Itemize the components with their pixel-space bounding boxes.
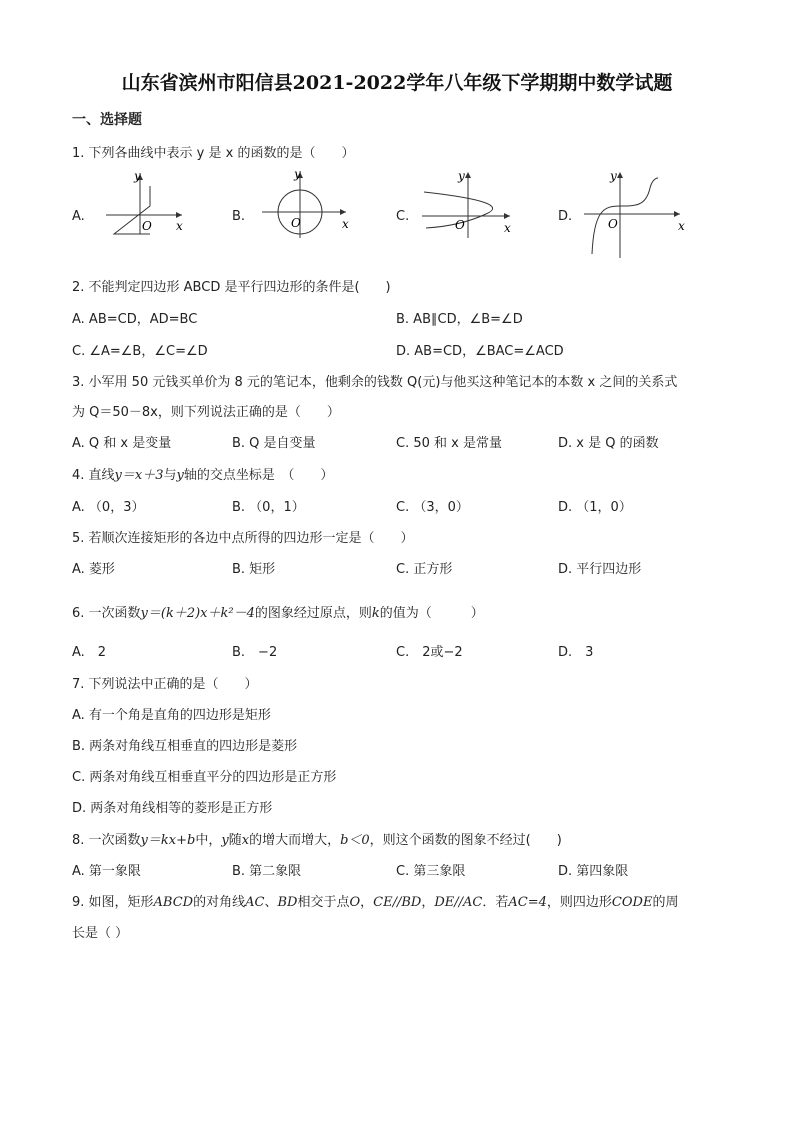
q8-option-d: D. 第四象限 (558, 864, 629, 879)
graph-c-y-label: y (458, 169, 465, 183)
q9-stem-line2: 长是（ ） (72, 926, 129, 941)
q3-option-c: C. 50 和 x 是常量 (396, 436, 502, 451)
q2-option-b: B. AB∥CD，∠B=∠D (396, 312, 523, 327)
q6-option-c: C. 2或−2 (396, 645, 463, 660)
q4-var: y (176, 468, 184, 483)
q5-option-d: D. 平行四边形 (558, 562, 642, 577)
q8-equation: y＝kx+b (140, 833, 196, 848)
q8-option-b: B. 第二象限 (232, 864, 302, 879)
q9-stem-d: ．若 (482, 895, 509, 910)
q4-equation: y＝x＋3 (114, 468, 164, 483)
section-heading: 一、选择题 (72, 112, 142, 128)
q9-comma2: ， (421, 895, 435, 910)
graph-d-x-label: x (678, 219, 685, 233)
graph-a-x-label: x (176, 219, 183, 233)
q8-condition: b＜0 (340, 833, 370, 848)
q6-option-b: B. −2 (232, 645, 278, 660)
q7-option-d: D. 两条对角线相等的菱形是正方形 (72, 801, 273, 816)
q3-option-b: B. Q 是自变量 (232, 436, 316, 451)
q8-option-a: A. 第一象限 (72, 864, 141, 879)
q2-option-d: D. AB=CD，∠BAC=∠ACD (396, 344, 564, 359)
q8-stem-a: 8. 一次函数 (72, 833, 141, 848)
q8-stem-e: ，则这个函数的图象不经过( ) (369, 833, 562, 848)
graph-d-y-arrow (617, 172, 623, 178)
graph-b-x-label: x (342, 217, 349, 231)
q9-stem-line1 (72, 891, 678, 910)
q2-option-c: C. ∠A=∠B，∠C=∠D (72, 344, 208, 359)
q5-option-a: A. 菱形 (72, 562, 115, 577)
q6-stem (72, 602, 484, 621)
q3-option-d: D. x 是 Q 的函数 (558, 436, 659, 451)
q7-option-c: C. 两条对角线互相垂直平分的四边形是正方形 (72, 770, 337, 785)
q5-stem: 5. 若顺次连接矩形的各边中点所得的四边形一定是（ ） (72, 531, 414, 546)
q4-stem-a: 4. 直线 (72, 468, 115, 483)
q4-option-c: C. （3，0） (396, 500, 469, 515)
q7-option-b: B. 两条对角线互相垂直的四边形是菱形 (72, 739, 298, 754)
q9-stem-f: 的周 (652, 895, 679, 910)
q9-bd: BD (277, 895, 298, 910)
q2-option-a: A. AB=CD，AD=BC (72, 312, 198, 327)
q9-stem-b: 的对角线 (193, 895, 246, 910)
graph-a (100, 168, 190, 238)
graph-c-x-label: x (504, 221, 511, 235)
q4-option-d: D. （1，0） (558, 500, 632, 515)
q6-stem-a: 6. 一次函数 (72, 606, 141, 621)
graph-c-origin: O (455, 218, 465, 232)
graph-b (258, 166, 354, 240)
graph-d-y-label: y (610, 169, 617, 183)
graph-d-x-arrow (674, 211, 680, 217)
q1-stem: 1. 下列各曲线中表示 y 是 x 的函数的是（ ） (72, 146, 355, 161)
graph-b-origin: O (291, 216, 301, 230)
q3-stem-line2: 为 Q＝50－8x，则下列说法正确的是（ ） (72, 405, 340, 420)
graph-a-y-label: y (134, 169, 141, 183)
graph-b-x-arrow (340, 209, 346, 215)
q4-stem-b: 与 (163, 468, 177, 483)
q5-option-c: C. 正方形 (396, 562, 453, 577)
q9-stem-a: 9. 如图，矩形 (72, 895, 154, 910)
q9-ac4: AC=4 (508, 895, 547, 910)
q8-stem (72, 829, 562, 848)
q8-option-c: C. 第三象限 (396, 864, 466, 879)
q3-stem-line1: 3. 小军用 50 元钱买单价为 8 元的笔记本，他剩余的钱数 Q(元)与他买这种笔记本的本数 x 之间的关系式 (72, 375, 678, 390)
graph-c-x-arrow (504, 213, 510, 219)
graph-d (580, 166, 690, 260)
q6-option-d: D. 3 (558, 645, 594, 660)
q6-stem-b: 的图象经过原点，则 (254, 606, 372, 621)
q1-option-a-label: A. (72, 209, 85, 224)
q8-var-y: y (221, 833, 229, 848)
q7-option-a: A. 有一个角是直角的四边形是矩形 (72, 708, 271, 723)
q8-stem-b: 中， (195, 833, 222, 848)
graph-c (418, 166, 518, 240)
graph-a-origin: O (142, 219, 152, 233)
q9-stem-e: ，则四边形 (546, 895, 612, 910)
q9-ac: AC (245, 895, 265, 910)
q6-var: k (371, 606, 380, 621)
q4-stem (72, 464, 333, 483)
q9-rect: ABCD (153, 895, 194, 910)
q8-stem-d: 的增大而增大， (249, 833, 341, 848)
q6-equation: y＝(k＋2)x＋k²－4 (140, 606, 255, 621)
page-title: 山东省滨州市阳信县2021-2022学年八年级下学期期中数学试题 (121, 72, 673, 94)
q6-stem-c: 的值为（ ） (379, 606, 484, 621)
graph-d-curve (592, 178, 658, 254)
q9-code: CODE (611, 895, 653, 910)
q9-ce: CE//BD (373, 895, 422, 910)
q8-var-x: x (241, 833, 250, 848)
q3-option-a: A. Q 和 x 是变量 (72, 436, 172, 451)
graph-c-y-arrow (465, 172, 471, 178)
q4-option-b: B. （0，1） (232, 500, 305, 515)
q8-stem-c: 随 (228, 833, 242, 848)
q9-sep: 、 (264, 895, 278, 910)
q7-stem: 7. 下列说法中正确的是（ ） (72, 677, 258, 692)
q4-stem-c: 轴的交点坐标是 （ ） (183, 468, 334, 483)
q6-option-a: A. 2 (72, 645, 107, 660)
q2-stem: 2. 不能判定四边形 ABCD 是平行四边形的条件是( ) (72, 280, 391, 295)
q9-stem-c: 相交于点 (297, 895, 350, 910)
graph-a-x-arrow (176, 212, 182, 218)
q9-de: DE//AC (434, 895, 483, 910)
q1-option-d-label: D. (558, 209, 573, 224)
q5-option-b: B. 矩形 (232, 562, 276, 577)
q1-option-c-label: C. (396, 209, 410, 224)
q9-comma1: ， (360, 895, 374, 910)
graph-d-origin: O (608, 217, 618, 231)
q4-option-a: A. （0，3） (72, 500, 145, 515)
q1-option-b-label: B. (232, 209, 246, 224)
graph-b-y-label: y (294, 167, 301, 181)
q9-point-o: O (349, 895, 361, 910)
